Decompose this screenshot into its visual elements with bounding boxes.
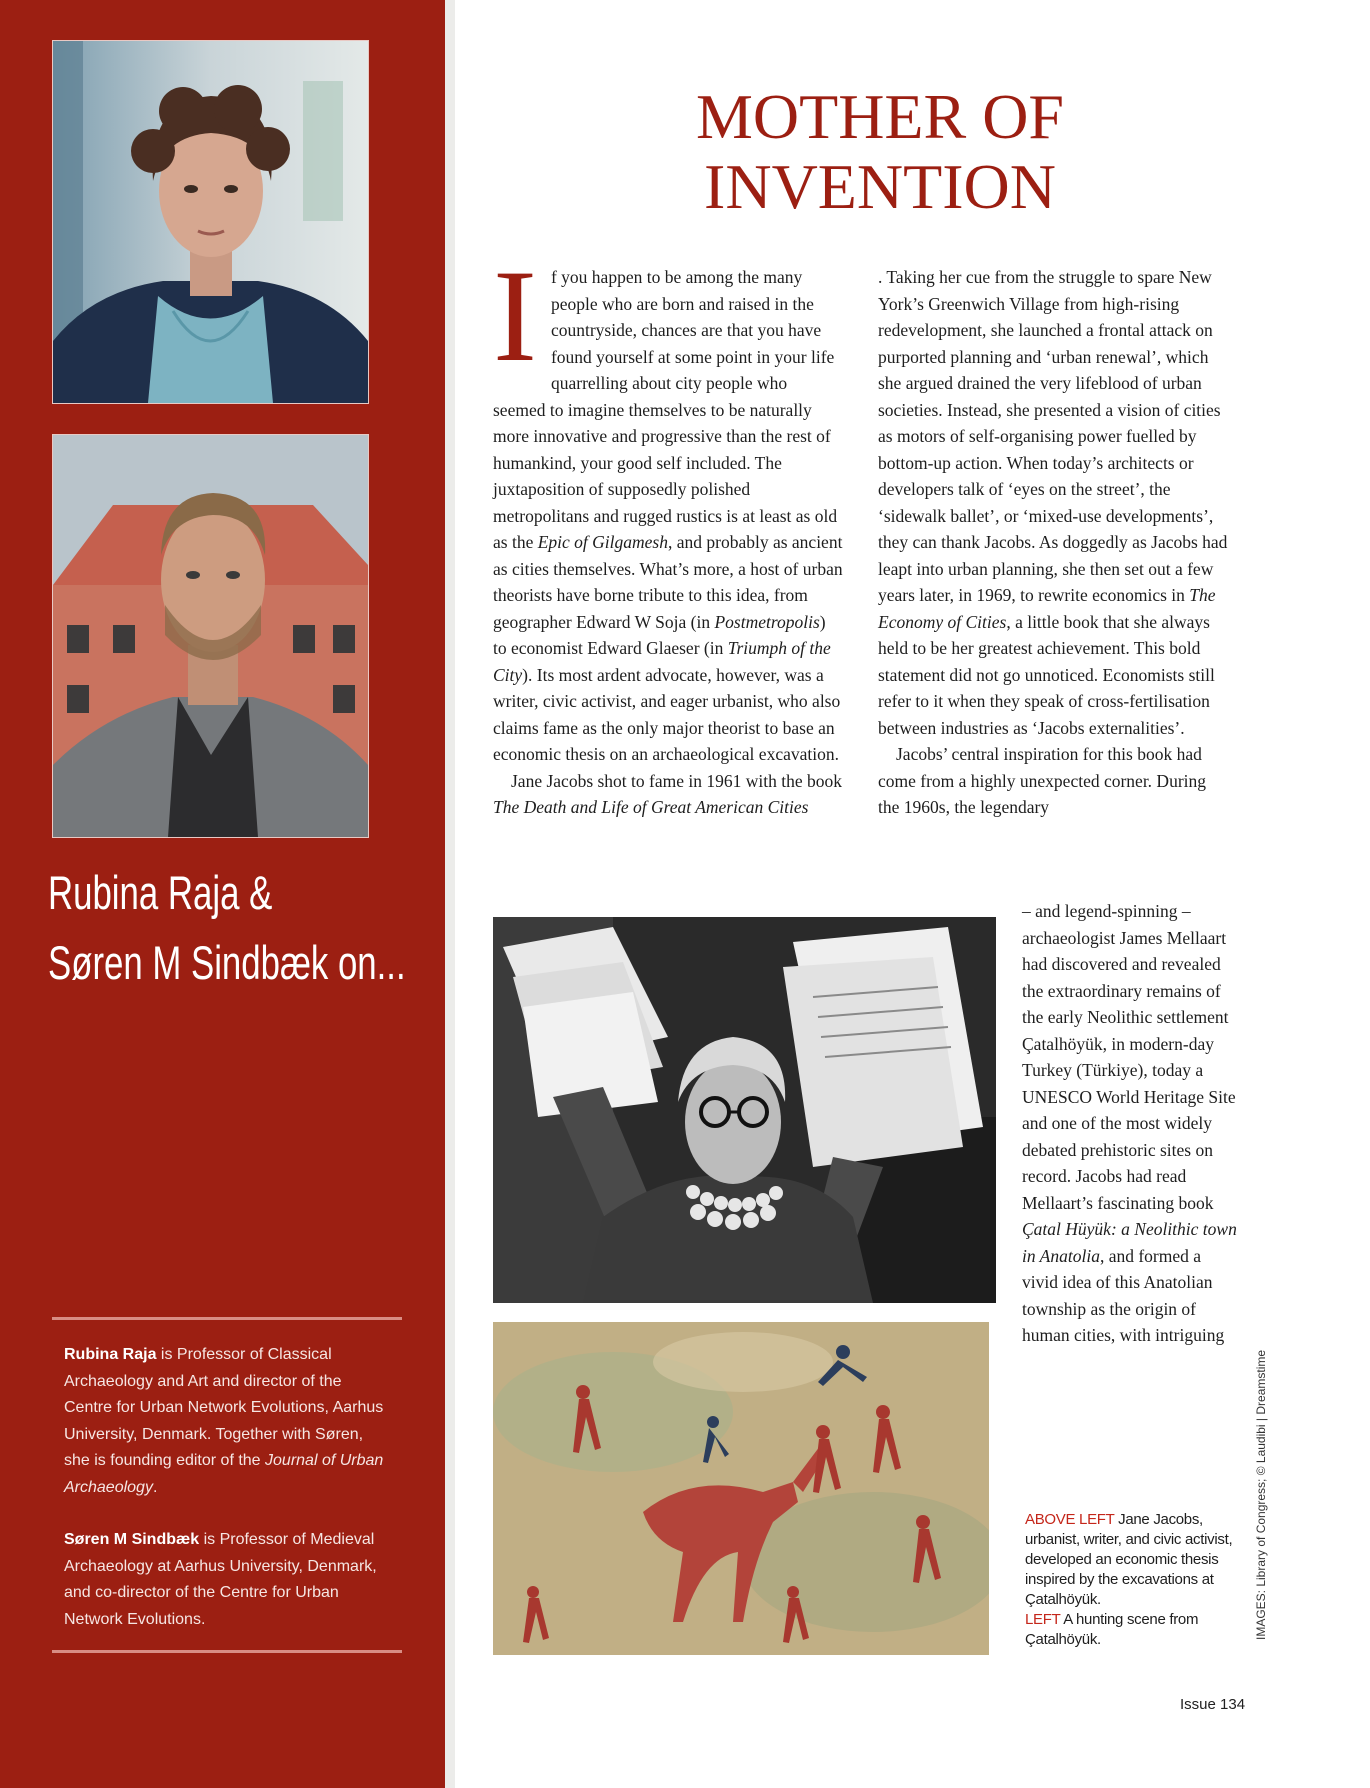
paragraph-1 — [493, 242, 843, 768]
bio-name: Søren M Sindbæk — [64, 1531, 200, 1548]
text-run: ). Its most ardent advocate, however, was a writer, civic activist, and eager urbanist, who also claims fame as the only major theorist to base an economic thesis on an archaeological excavation. — [493, 664, 841, 764]
book-title: Triumph of the City — [493, 638, 831, 685]
author-byline — [48, 858, 406, 998]
title-line-2: INVENTION — [704, 151, 1056, 222]
caption-text-1: Jane Jacobs, urbanist, writer, and civic activist, developed an economic thesis inspired by the excavations at Çatalhöyük. — [1025, 1511, 1233, 1608]
page-gutter — [445, 0, 455, 1788]
byline-line-1: Rubina Raja & — [48, 866, 273, 919]
text-run: . Taking her cue from the struggle to spare New York’s Greenwich Village from high-rising redevelopment, she launched a frontal attack on purported planning and ‘urban renewal’, which she argued drained the very lifeblood of urban societies. Instead, she presented a vision of cities as motors of self-organising power fuelled by bottom-up action. When today’s architects or developers talk of ‘eyes on the street’, the ‘sidewalk ballet’, or ‘mixed-use developments’, they can thank Jacobs. As doggedly as Jacobs had leapt into urban planning, she then set out a few years later, in 1969, to rewrite economics in — [878, 267, 1228, 605]
text-run: , a little book that she always held to be her greatest achievement. This bold statement did not go unnoticed. Economists still refer to it when they speak of cross-fertilisation between industries as ‘Jacobs externalities’. — [878, 611, 1215, 738]
paragraph-2-cont — [878, 264, 1230, 741]
bio-end: . — [152, 1478, 158, 1496]
book-title: Postmetropolis — [714, 611, 820, 632]
soren-sindbaek-portrait — [52, 434, 369, 838]
journal-title: Journal of Urban Archaeology — [64, 1452, 384, 1496]
article-column-1 — [493, 242, 843, 821]
book-title: The Economy of Cities — [878, 585, 1216, 632]
text-run: , and probably as ancient as cities themselves. What’s more, a host of urban theorists have borne tribute to this idea, from geographer Edward W Soja (in — [493, 532, 843, 632]
bio-top-rule — [52, 1317, 402, 1320]
text-run: , and formed a vivid idea of this Anatolian township as the origin of human cities, with intriguing — [1022, 1245, 1225, 1345]
text-run: ) to economist Edward Glaeser (in — [493, 611, 826, 658]
bio-text: is Professor of Medieval Archaeology at Aarhus University, Denmark, and co-director of the Centre for Urban Network Evolutions. — [64, 1531, 377, 1628]
paragraph-3-cont — [1022, 898, 1240, 1349]
text-run: f you happen to be among the many people who are born and raised in the countryside, chances are that you have found yourself at some point in your life quarrelling about city people who seemed to imagine themselves to be naturally more innovative and progressive than the rest of humankind, your good self included. The juxtaposition of supposedly polished metropolitans and rugged rustics is at least as old as the — [493, 267, 838, 552]
image-caption — [1025, 1510, 1235, 1650]
bio-rubina-raja — [64, 1342, 384, 1501]
book-title: The Death and Life of Great American Cities — [493, 797, 809, 817]
article-title — [560, 82, 1200, 222]
caption-label-above-left: ABOVE LEFT — [1025, 1511, 1115, 1528]
rubina-raja-portrait — [52, 40, 369, 404]
bio-bottom-rule — [52, 1650, 402, 1653]
issue-number: Issue 134 — [1180, 1696, 1246, 1713]
jane-jacobs-photo — [493, 917, 996, 1303]
drop-cap: I — [493, 242, 537, 389]
book-title: Epic of Gilgamesh — [537, 532, 668, 552]
catalhoyuk-hunting-scene — [493, 1322, 989, 1655]
bio-text: is Professor of Classical Archaeology and Art and director of the Centre for Urban Network Evolutions, Aarhus University, Denmark. Together with Søren, she is founding editor of the — [64, 1346, 384, 1469]
paragraph-2-start — [493, 768, 843, 821]
caption-text-2: A hunting scene from Çatalhöyük. — [1025, 1611, 1199, 1648]
article-column-2 — [878, 264, 1230, 821]
title-line-1: MOTHER OF — [695, 81, 1065, 152]
bio-name: Rubina Raja — [64, 1346, 157, 1363]
caption-label-left: LEFT — [1025, 1611, 1061, 1628]
image-credit: IMAGES: Library of Congress; © Laudibi | Dreamstime — [1254, 1349, 1268, 1640]
text-run: Jane Jacobs shot to fame in 1961 with the book — [511, 770, 842, 791]
paragraph-3-start: Jacobs’ central inspiration for this book had come from a highly unexpected corner. During the 1960s, the legendary — [878, 744, 1207, 817]
bio-soren-sindbaek — [64, 1527, 384, 1633]
book-title: Çatal Hüyük: a Neolithic town in Anatolia — [1022, 1219, 1237, 1266]
article-column-narrow — [1022, 898, 1240, 1349]
text-run: – and legend-spinning – archaeologist James Mellaart had discovered and revealed the extraordinary remains of the early Neolithic settlement Çatalhöyük, in modern-day Turkey (Türkiye), today a UNESCO World Heritage Site and one of the most widely debated prehistoric sites on record. Jacobs had read Mellaart’s fascinating book — [1022, 901, 1236, 1213]
byline-line-2: Søren M Sindbæk on... — [48, 936, 406, 989]
